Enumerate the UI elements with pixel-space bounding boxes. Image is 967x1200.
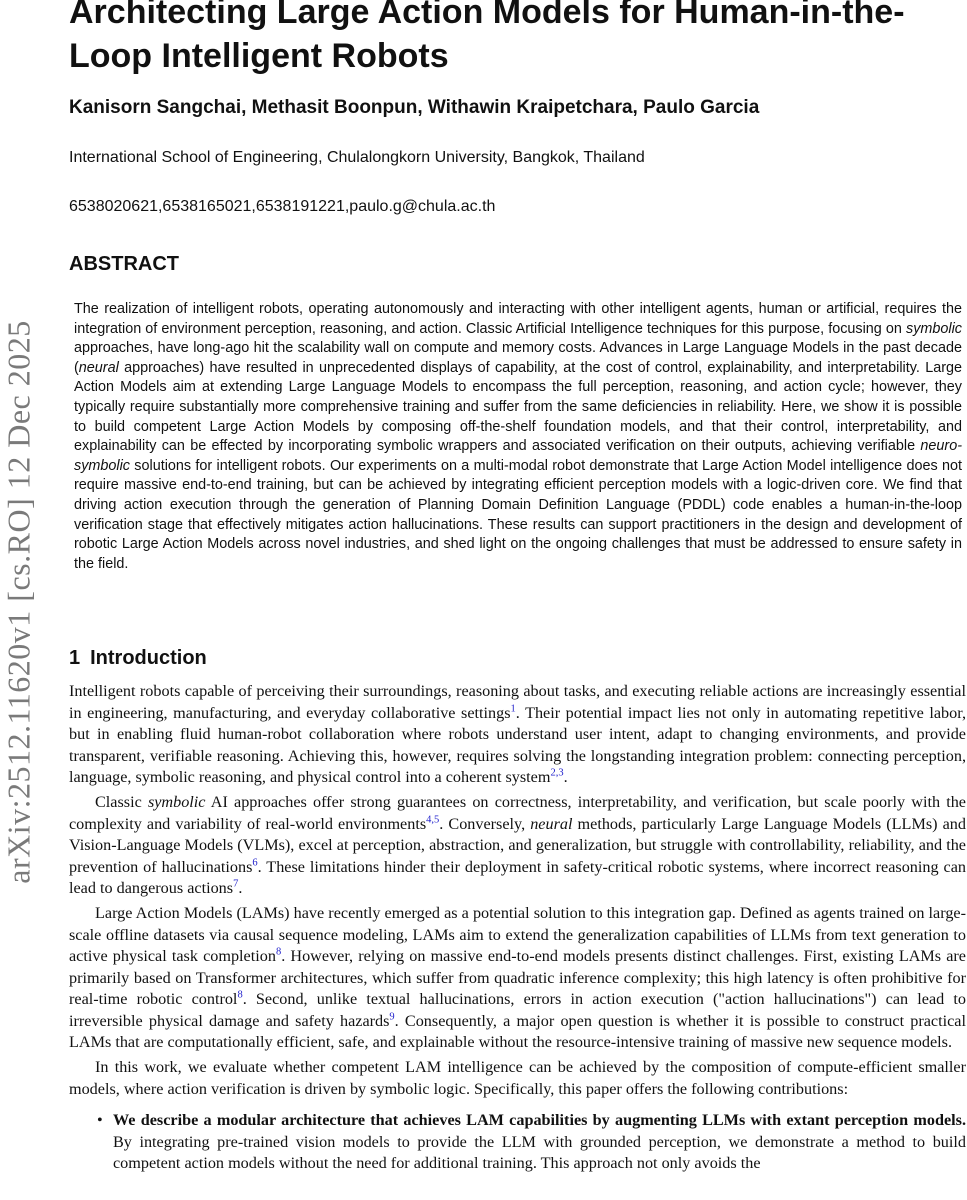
citation-link[interactable]: 6 — [252, 857, 258, 869]
citation-link[interactable]: 4,5 — [426, 814, 440, 826]
section-title: Introduction — [90, 647, 207, 669]
abstract-text: solutions for intelligent robots. Our experiments on a multi-modal robot demonstrate that Large Action Model intelligence does not require massive end-to-end training, but can be achieved by integrating efficient perception models with a logic-driven core. We find that driving action execution through the generation of Planning Domain Definition Language (PDDL) code enables a human-in-the-loop verification stage that effectively mitigates action hallucinations. These results can support practitioners in the design and development of robotic Large Action Models across novel industries, and shed light on the ongoing challenges that must be addressed to ensure safety in the field. — [74, 457, 962, 572]
abstract-body — [74, 300, 962, 574]
intro-paragraph-4: In this work, we evaluate whether competent LAM intelligence can be achieved by the composition of compute-efficient smaller models, where action verification is driven by symbolic logic. Specifically, this paper offers the following contributions: — [69, 1058, 966, 1098]
section-number: 1 — [69, 647, 81, 669]
list-item: • We describe a modular architecture that achieves LAM capabilities by augmenting LLMs with extant perception models. By integrating pre-trained vision models to provide the LLM with grounded perception, we demonstrate a method to build competent action models without the need for additional training. This approach not only avoids the — [113, 1110, 966, 1175]
contributions-list — [69, 1110, 966, 1175]
citation-link[interactable]: 8 — [275, 946, 282, 958]
citation-link[interactable]: 1 — [510, 703, 516, 715]
citation-link[interactable]: 2,3 — [550, 767, 564, 779]
intro-paragraph-3: Large Action Models (LAMs) have recently emerged as a potential solution to this integration gap. Defined as agents trained on large-scale offline datasets via causal sequence modeling, LAMs aim to extend the generalization capabilities of LLMs from text generation to active physical task completion$^8$. However, relying on massive end-to-end models presents distinct challenges. First, existing LAMs are primarily based on Transformer architectures, which suffer from quadratic inference complexity; this high latency is often prohibitive for real-time robotic control$^8$. Second, unlike textual hallucinations, errors in action execution ("action hallucinations") can lead to irreversible physical damage and safety hazards$^9$. Consequently, a major open question is whether it is possible to construct practical LAMs that are computationally efficient, safe, and explainable without the resource-intensive training of massive new sequence models. — [69, 904, 966, 1051]
arxiv-identifier-stamp — [0, 289, 37, 914]
paper-title: Architecting Large Action Models for Human-in-the-Loop Intelligent Robots — [69, 0, 905, 75]
abstract-text: approaches, have long-ago hit the scalability wall on compute and memory costs. Advances in Large Language Models in the past decade ( — [74, 340, 962, 376]
author-list: Kanisorn Sangchai, Methasit Boonpun, Withawin Kraipetchara, Paulo Garcia — [69, 97, 760, 118]
abstract-emphasis: neuro-symbolic — [74, 438, 962, 474]
abstract-emphasis: symbolic — [906, 320, 962, 337]
abstract-text: approaches) have resulted in unprecedented displays of capability, at the cost of control, explainability, and interpretability. Large Action Models aim at extending Large Language Models to encompass the full perception, reasoning, and action cycle; however, they typically require substantially more comprehensive training and suffer from the same deficiencies in reliability. Here, we show it is possible to build competent Large Action Models by composing off-the-shelf foundation models, and that their control, interpretability, and explainability can be effected by incorporating symbolic wrappers and associated verification on their outputs, achieving verifiable — [74, 359, 962, 455]
intro-paragraph-2: Classic symbolic AI approaches offer strong guarantees on correctness, interpretability, and verification, but scale poorly with the complexity and variability of real-world environments$^{4,5}$. Conversely, neural methods, particularly Large Language Models (LLMs) and Vision-Language Models (VLMs), excel at perception, abstraction, and generalization, but struggle with controllability, reliability, and the prevention of hallucinations$^6$. These limitations hinder their deployment in safety-critical robotic systems, where incorrect reasoning can lead to dangerous actions$^7$. — [69, 793, 966, 897]
author-emails: 6538020621,6538165021,6538191221,paulo.g@chula.ac.th — [69, 198, 496, 215]
affiliation: International School of Engineering, Chulalongkorn University, Bangkok, Thailand — [69, 149, 645, 166]
abstract-heading: ABSTRACT — [69, 253, 179, 275]
citation-link[interactable]: 8 — [237, 989, 243, 1001]
citation-link[interactable]: 9 — [389, 1011, 395, 1023]
abstract-text: The realization of intelligent robots, operating autonomously and interacting with other intelligent agents, human or artificial, requires the integration of environment perception, reasoning, and action. Classic Artificial Intelligence techniques for this purpose, focusing on — [74, 301, 962, 337]
abstract-emphasis: neural — [78, 359, 119, 376]
intro-paragraph-1: Intelligent robots capable of perceiving their surroundings, reasoning about tasks, and executing reliable actions are increasingly essential in engineering, manufacturing, and everyday collaborative settings$^1$. Their potential impact lies not only in automating repetitive labor, but in enabling fluid human-robot collaboration where robots understand user intent, adapt to changing environments, and provide transparent, verifiable reasoning. Achieving this, however, requires solving the longstanding integration problem: connecting perception, language, symbolic reasoning, and physical control into a coherent system$^{2,3}$. — [69, 682, 966, 786]
introduction-body — [69, 681, 966, 1175]
arxiv-identifier-text: arXiv:2512.11620v1 [cs.RO] 12 Dec 2025 — [0, 319, 37, 884]
citation-link[interactable]: 7 — [233, 878, 239, 890]
section-heading-introduction — [69, 647, 207, 670]
